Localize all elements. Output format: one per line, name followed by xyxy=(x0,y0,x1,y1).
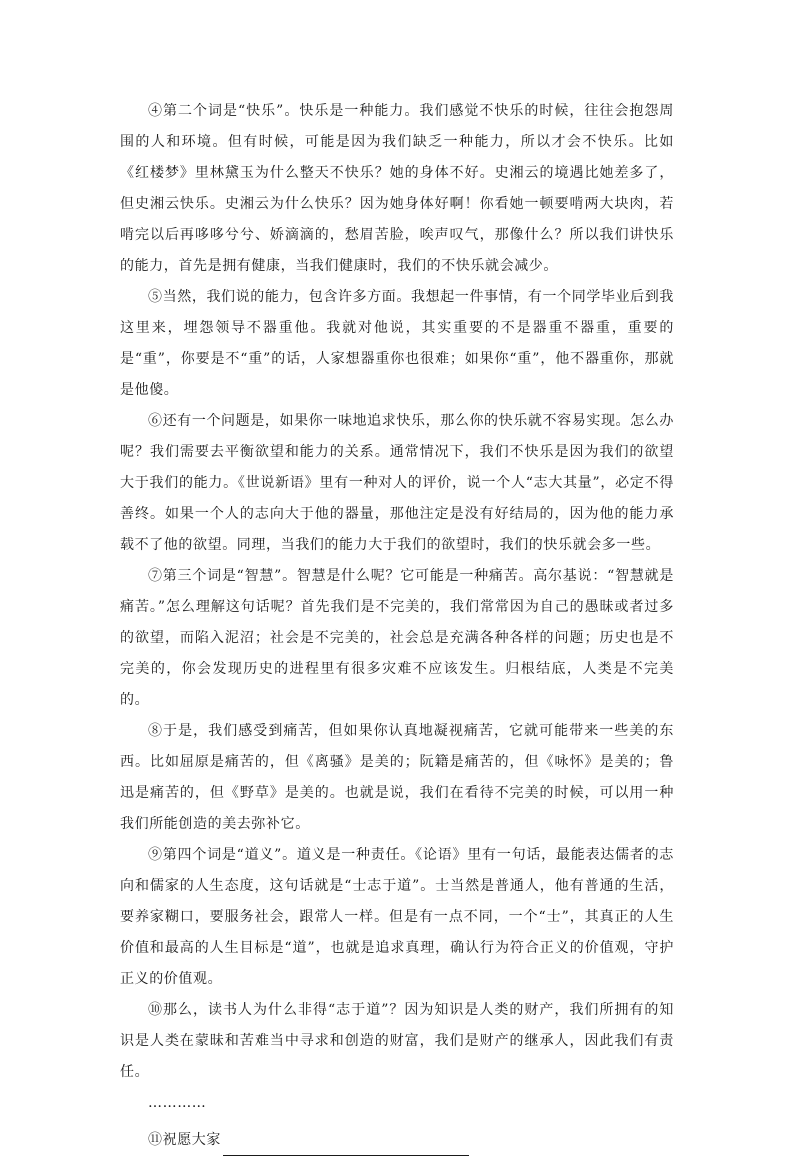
paragraph-7: ⑦第三个词是“智慧”。智慧是什么呢？它可能是一种痛苦。高尔基说：“智慧就是痛苦。”怎么理解这句话呢？首先我们是不完美的，我们常常因为自己的愚昧或者过多的欲望，而陷入泥沼；社会是不完美的，社会总是充满各种各样的问题；历史也是不完美的，你会发现历史的进程里有很多灾难不应该发生。归根结底，人类是不完美的。 xyxy=(120,568,674,708)
paragraph-8: ⑧于是，我们感受到痛苦，但如果你认真地凝视痛苦，它就可能带来一些美的东西。比如屈原是痛苦的，但《离骚》是美的；阮籍是痛苦的，但《咏怀》是美的；鲁迅是痛苦的，但《野草》是美的。也就是说，我们在看待不完美的时候，可以用一种我们所能创造的美去弥补它。 xyxy=(120,723,674,832)
paragraph-5: ⑤当然，我们说的能力，包含许多方面。我想起一件事情，有一个同学毕业后到我这里来，埋怨领导不器重他。我就对他说，其实重要的不是器重不器重，重要的是“重”，你要是不“重”的话，人家想器重你也很难；如果你“重”，他不器重你，那就是他傻。 xyxy=(120,289,674,398)
paragraph-9: ⑨第四个词是“道义”。道义是一种责任。《论语》里有一句话，最能表达儒者的志向和儒家的人生态度，这句话就是“士志于道”。士当然是普通人，他有普通的生活，要养家糊口，要服务社会，跟常人一样。但是有一点不同，一个“士”，其真正的人生价值和最高的人生目标是“道”，也就是追求真理，确认行为符合正义的价值观，守护正义的价值观。 xyxy=(120,847,674,987)
paragraph-10: ⑩那么，读书人为什么非得“志于道”？因为知识是人类的财产，我们所拥有的知识是人类在蒙昧和苦难当中寻求和创造的财富，我们是财产的继承人，因此我们有责任。 xyxy=(120,1002,674,1080)
paragraph-4: ④第二个词是“快乐”。快乐是一种能力。我们感觉不快乐的时候，往往会抱怨周围的人和环境。但有时候，可能是因为我们缺乏一种能力，所以才会不快乐。比如《红楼梦》里林黛玉为什么整天不快乐？她的身体不好。史湘云的境遇比她差多了，但史湘云快乐。史湘云为什么快乐？因为她身体好啊！你看她一顿要啃两大块肉，若啃完以后再哆哆兮兮、娇滴滴的，愁眉苦脸，唉声叹气，那像什么？所以我们讲快乐的能力，首先是拥有健康，当我们健康时，我们的不快乐就会减少。 xyxy=(120,103,674,274)
answer-blank[interactable] xyxy=(223,1135,469,1156)
paragraph-6: ⑥还有一个问题是，如果你一味地追求快乐，那么你的快乐就不容易实现。怎么办呢？我们需要去平衡欲望和能力的关系。通常情况下，我们不快乐是因为我们的欲望大于我们的能力。《世说新语》里有一种对人的评价，说一个人“志大其量”，必定不得善终。如果一个人的志向大于他的器量，那他注定是没有好结局的，因为他的能力承载不了他的欲望。同理，当我们的能力大于我们的欲望时，我们的快乐就会多一些。 xyxy=(120,413,674,553)
ellipsis: ………… xyxy=(148,1095,207,1111)
closing-prompt: ⑪祝愿大家 xyxy=(148,1132,221,1148)
closing-line xyxy=(120,1125,674,1156)
